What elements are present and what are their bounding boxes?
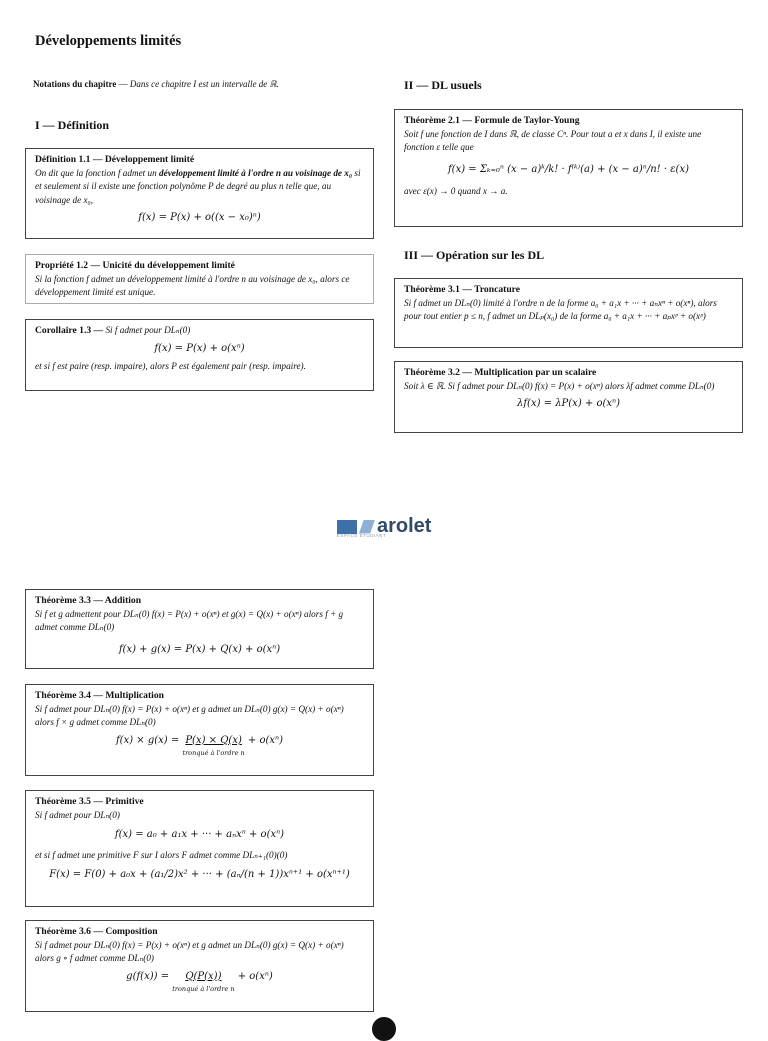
box-text: Si f et g admettent pour DLₙ(0) f(x) = P(x) + o(xⁿ) et g(x) = Q(x) + o(xⁿ) alors f + g admet comme DLₙ(0) xyxy=(35,608,344,633)
box-after-text: avec ε(x) → 0 quand x → a. xyxy=(404,186,508,197)
box-text: Si la fonction f admet un développement limité à l'ordre n au voisinage de x₀, alors ce développement limité est unique. xyxy=(35,273,350,298)
formula-part: + o(xⁿ) xyxy=(234,970,273,982)
box-text-part: si et seulement si il existe une fonction polynôme P de degré au plus n telle que, au voisinage de x₀, xyxy=(35,167,361,205)
logo-subtitle: ESPACE ÉTUDIANT xyxy=(337,533,387,538)
box-title: Théorème 3.4 — Multiplication xyxy=(35,690,164,701)
formula-underbrace: P(x) × Q(x) xyxy=(185,734,242,746)
box-title: Théorème 3.3 — Addition xyxy=(35,595,142,606)
theorem-3-6-box xyxy=(25,920,374,1012)
notation-label: Notations du chapitre xyxy=(33,79,117,89)
box-title: Théorème 2.1 — Formule de Taylor-Young xyxy=(404,115,580,126)
section-heading-operations: III — Opération sur les DL xyxy=(404,248,545,262)
corollary-1-3-box xyxy=(25,319,374,391)
logo-mark-icon xyxy=(337,520,357,534)
formula-underbrace: Q(P(x)) xyxy=(185,970,222,982)
box-title: Définition 1.1 — Développement limité xyxy=(35,154,195,165)
formula-under-group xyxy=(172,970,234,995)
box-formula: f(x) + g(x) = P(x) + Q(x) + o(xⁿ) xyxy=(118,643,281,655)
box-text: et si f admet une primitive F sur I alors F admet comme DLₙ₊₁(0)(0) xyxy=(35,849,288,860)
box-formula: f(x) = Σₖ₌₀ⁿ (x − a)ᵏ/k! · f⁽ᵏ⁾(a) + (x − a)ⁿ/n! · ε(x) xyxy=(447,163,689,175)
box-formula: λf(x) = λP(x) + o(xⁿ) xyxy=(517,398,620,410)
box-text-part: On dit que la fonction f admet un xyxy=(35,167,160,178)
box-text: Soit λ ∈ ℝ. Si f admet pour DLₙ(0) f(x) = P(x) + o(xⁿ) alors λf admet comme DLₙ(0) xyxy=(404,380,715,391)
theorem-3-2-box xyxy=(394,361,743,433)
property-1-2-box xyxy=(25,254,374,304)
box-formula-1: f(x) = a₀ + a₁x + ··· + aₙxⁿ + o(xⁿ) xyxy=(114,829,285,841)
theorem-3-4-box xyxy=(25,684,374,776)
box-text: Si f admet un DLₙ(0) limité à l'ordre n de la forme a₀ + a₁x + ··· + aₙxⁿ + o(xⁿ), alors pour tout entier p ≤ n, f admet un DLₚ(x₀) de la forme a₀ + a₁x + ··· + aₚxᵖ + o(xᵖ) xyxy=(404,297,717,322)
box-intro: Si f admet pour DLₙ(0) xyxy=(35,809,120,820)
box-title: Théorème 3.1 — Troncature xyxy=(404,284,520,295)
notation-sep: — xyxy=(118,79,128,89)
logo-text: arolet xyxy=(377,515,432,537)
notation-text: Dans ce chapitre I est un intervalle de ℝ. xyxy=(129,79,279,89)
theorem-3-3-box xyxy=(25,589,374,669)
box-intro: Si f admet pour DLₙ(0) xyxy=(105,325,191,335)
box-text: Soit f une fonction de I dans ℝ, de classe Cⁿ. Pour tout a et x dans I, il existe une fonction ε telle que xyxy=(404,128,702,153)
box-formula-2: F(x) = F(0) + a₀x + (a₁/2)x² + ··· + (aₙ/(n + 1))xⁿ⁺¹ + o(xⁿ⁺¹) xyxy=(49,869,350,881)
box-text: Si f admet pour DLₙ(0) f(x) = P(x) + o(xⁿ) et g admet un DLₙ(0) g(x) = Q(x) + o(xⁿ) alors g ∘ f admet comme DLₙ(0) xyxy=(35,939,344,964)
logo-slash-icon xyxy=(359,520,375,534)
section-heading-dl-usuels: II — DL usuels xyxy=(404,78,482,92)
box-title: Théorème 3.6 — Composition xyxy=(35,926,158,937)
formula-under-group xyxy=(182,734,244,759)
formula-part: + o(xⁿ) xyxy=(244,734,283,746)
box-formula xyxy=(35,970,364,995)
box-title: Propriété 1.2 — Unicité du développement limité xyxy=(35,260,235,271)
formula-note: tronqué à l'ordre n xyxy=(182,749,245,758)
definition-1-1-box xyxy=(25,148,374,239)
marolet-logo xyxy=(337,515,431,538)
theorem-2-1-box xyxy=(394,109,743,227)
box-text-bold: développement limité à l'ordre n au voisinage de x₀ xyxy=(159,167,353,178)
page-title: Développements limités xyxy=(35,33,182,49)
page-marker-dot xyxy=(372,1017,396,1041)
box-title: Théorème 3.5 — Primitive xyxy=(35,796,144,807)
box-text xyxy=(35,167,364,207)
box-formula: f(x) = P(x) + o(xⁿ) xyxy=(154,342,245,354)
theorem-3-5-box xyxy=(25,790,374,907)
formula-part: g(f(x)) = xyxy=(126,970,173,982)
chapter-notation xyxy=(33,79,279,90)
box-formula: f(x) = P(x) + o((x − x₀)ⁿ) xyxy=(138,211,261,223)
formula-part: f(x) × g(x) = xyxy=(115,734,183,746)
formula-note: tronqué à l'ordre n xyxy=(172,985,235,994)
box-title: Théorème 3.2 — Multiplication par un scalaire xyxy=(404,367,597,378)
box-text: et si f est paire (resp. impaire), alors P est également pair (resp. impaire). xyxy=(35,361,306,372)
theorem-3-1-box xyxy=(394,278,743,348)
box-text: Si f admet pour DLₙ(0) f(x) = P(x) + o(xⁿ) et g admet un DLₙ(0) g(x) = Q(x) + o(xⁿ) alors f × g admet comme DLₙ(0) xyxy=(35,703,344,728)
box-title: Corollaire 1.3 — xyxy=(35,325,104,336)
box-formula xyxy=(35,734,364,759)
section-heading-definition: I — Définition xyxy=(35,118,110,132)
